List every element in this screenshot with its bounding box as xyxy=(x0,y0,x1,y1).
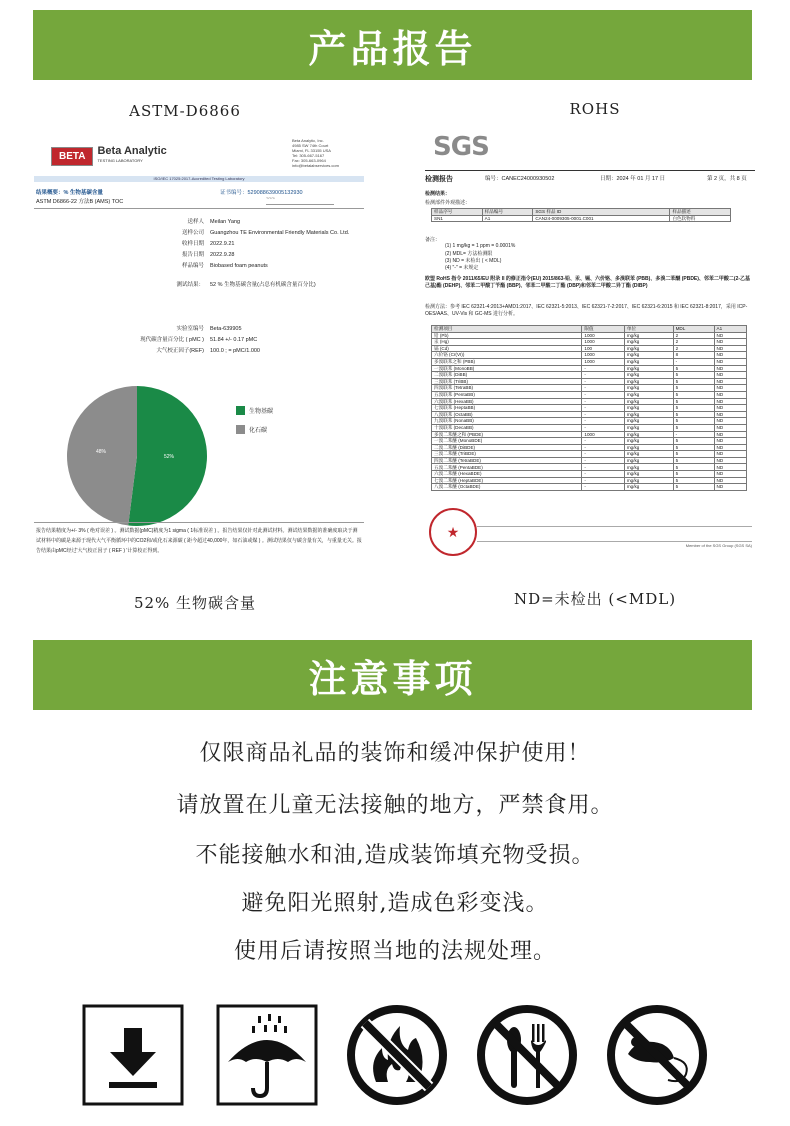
method-label: ASTM D6866-22 方法B (AMS) TOC xyxy=(36,199,124,205)
caption-astm: ASTM-D6866 xyxy=(129,102,241,120)
pie-chart xyxy=(64,383,210,531)
table-row: 四溴联苯 (TetraBB) - mg/kg 5 ND xyxy=(432,385,747,392)
section-banner-notice xyxy=(33,640,752,710)
table-row: 七溴联苯 (HeptaBB) - mg/kg 5 ND xyxy=(432,405,747,412)
sgs-stamp-icon: ★ xyxy=(429,508,477,556)
rohs-title: 欧盟 RoHS 指令 2011/65/EU 附录 II 的修正指令(EU) 2015/863-铅、汞、镉、六价铬、多溴联苯 (PBB)、多溴二苯醚 (PBDE)、邻苯二甲酸二(2-乙基己基)酯 (DEHP)、邻苯二甲酸丁苄酯 (BBP)、邻苯二甲酸二丁酯 (DBP)和邻苯二甲酸二异丁酯 (DIBP) xyxy=(425,276,751,289)
sgs-section-label: 检测结果： xyxy=(425,191,451,197)
sgs-fine-print: Member of the SGS Group (SGS SA) xyxy=(477,506,752,548)
table-row: 十溴联苯 (DecaBB) - mg/kg 5 ND xyxy=(432,424,747,431)
table-row: 六溴联苯 (HexaBB) - mg/kg 5 ND xyxy=(432,398,747,405)
beta-note: 报告结果精度为+/- 3% ( 绝对误差 ) 。测试数据(pMC)精度为1 sigma ( 1标准误差 ) 。报告结果仅针对此测试材料。测试结果数据的准确度取决于测试材料中的碳是来源于现代大气平衡循环中的CO2和/或化石来源碳 ( 距今超过40,000年，如石油或煤 ) 。测试结果仅与碳含量有关，与重量无关。报告结果由pMC经过'大气校正因子 ( REF ) '计算校正得到。 xyxy=(36,528,362,554)
beta-logo-box: BETA xyxy=(52,148,92,165)
notice-line: 请放置在儿童无法接触的地方，严禁食用。 xyxy=(176,793,614,818)
section-title: 注意事项 xyxy=(308,655,477,701)
table-row: 多溴二苯醚之和 (PBDE) 1000 mg/kg - ND xyxy=(432,431,747,438)
sgs-note: (3) ND = 未检出 ( < MDL) xyxy=(445,258,502,264)
pie-label-fossil: 48% xyxy=(96,449,107,455)
table-row: 七溴二苯醚 (HeptaBDE) - mg/kg 5 ND xyxy=(432,477,747,484)
table-row: 四溴二苯醚 (TetraBDE) - mg/kg 5 ND xyxy=(432,457,747,464)
table-row: 三溴二苯醚 (TriBDE) - mg/kg 5 ND xyxy=(432,451,747,458)
result-table: 检测项目 限值 单位 MDL A1 铅 (Pb) 1000 mg/kg 2 ND 汞 (Hg) 1000 mg/kg 2 ND 镉 (Cd) 100 mg/kg 2 ND 六价铬 (Cr(VI)) 1000 mg/kg 8 ND 多溴联苯之和 (PBB) 1000 mg/kg - ND 一溴联苯 (MonoBB) - mg/kg 5 ND 二溴联苯 (DiBB) - mg/kg 5 ND 三溴联苯 (TriBB) - mg/kg 5 ND 四溴联苯 (TetraBB) - mg/kg 5 ND 五溴联苯 (PentaBB) - mg/kg 5 ND 六溴联苯 (HexaBB) - mg/kg 5 ND 七溴联苯 (HeptaBB) - mg/kg 5 ND 八溴联苯 (OctaBB) - mg/kg 5 ND 九溴联苯 (NonaBB) - mg/kg 5 ND 十溴联苯 (DecaBB) - mg/kg 5 ND 多溴二苯醚之和 (PBDE) 1000 mg/kg - ND 一溴二苯醚 (MonoBDE) - mg/kg 5 ND 二溴二苯醚 (DiBDE) - mg/kg 5 ND 三溴二苯醚 (TriBDE) - mg/kg 5 ND 四溴二苯醚 (TetraBDE) - mg/kg 5 ND 五溴二苯醚 (PentaBDE) - mg/kg 5 ND 六溴二苯醚 (HexaBDE) - mg/kg 5 ND 七溴二苯醚 (HeptaBDE) - mg/kg 5 ND 八溴二苯醚 (OctaBDE) - mg/kg 5 ND xyxy=(431,325,747,491)
sgs-sample-desc: 检测部件外观描述： xyxy=(425,200,471,206)
signature: ~~~ xyxy=(266,196,334,205)
table-row: 三溴联苯 (TriBB) - mg/kg 5 ND xyxy=(432,378,747,385)
cert-number: 证书编号：52908863900513​2930 xyxy=(220,190,303,196)
divider xyxy=(425,170,755,171)
sgs-note: 备注： xyxy=(425,237,441,243)
notice-line: 使用后请按照当地的法规处理。 xyxy=(233,939,556,964)
table-row: 多溴联苯之和 (PBB) 1000 mg/kg - ND xyxy=(432,358,747,365)
sgs-method: 检测方法：参考 IEC 62321-4:2013+AMD1:2017、IEC 62321-5:2013、IEC 62321-7-2:2017、IEC 62321-6:2015 和 IEC 62321-8:2017，采用 ICP-OES/AAS、UV-Vis 和 GC-MS 进行分析。 xyxy=(425,304,748,317)
table-row: 镉 (Cd) 100 mg/kg 2 ND xyxy=(432,345,747,352)
table-row: 一溴联苯 (MonoBB) - mg/kg 5 ND xyxy=(432,365,747,372)
sgs-note: (1) 1 mg/kg = 1 ppm = 0.0001% xyxy=(445,243,516,249)
sgs-report-document: SGS 检测报告 编号：CANEC24000930502 日期：2024 年 01 月 17 日 第 2 页，共 8 页 检测结果： 检测部件外观描述： 样品序号 样品编号 SGS 样品 ID 样品描述 SN1 A1 CAN24-0009305-0001.C001 白色软物料 备注： (1) 1 mg/kg = 1 ppm = 0.0001% (2) MDL= 方法检测限 (3) ND = 未检出 ( < MDL) (4) "-" = 未规定 欧盟 RoHS 指令 2011/65/EU 附录 II 的修正指令(EU) 2015/863-铅、汞、镉、六价铬、多溴联苯 (PBB)、多溴二苯醚 (PBDE)、邻苯二甲酸二(2-乙基己基)酯 (DEHP)、邻苯二甲酸丁苄酯 (BBP)、邻苯二甲酸二丁酯 (DBP)和邻苯二甲酸二异丁酯 (DIBP) 检测方法：参考 IEC 62321-4:2013+AMD1:2017、IEC 62321-5:2013、IEC 62321-7-2:2017、IEC 62321-6:2015 和 IEC 62321-8:2017，采用 ICP-OES/AAS、UV-Vis 和 GC-MS 进行分析。 检测项目 限值 单位 MDL A1 铅 (Pb) 1000 mg/kg 2 ND 汞 (Hg) 1000 mg/kg 2 ND 镉 (Cd) 100 mg/kg 2 ND 六价铬 (Cr(VI)) 1000 mg/kg 8 ND 多溴联苯之和 (PBB) 1000 mg/kg - ND 一溴联苯 (MonoBB) - mg/kg 5 ND 二溴联苯 (DiBB) - mg/kg 5 ND 三溴联苯 (TriBB) - mg/kg 5 ND 四溴联苯 (TetraBB) - mg/kg 5 ND 五溴联苯 (PentaBB) - mg/kg 5 ND 六溴联苯 (HexaBB) - mg/kg 5 ND 七溴联苯 (HeptaBB) - mg/kg 5 ND 八溴联苯 (OctaBB) - mg/kg 5 ND 九溴联苯 (NonaBB) - mg/kg 5 ND 十溴联苯 (DecaBB) - mg/kg 5 ND 多溴二苯醚之和 (PBDE) 1000 mg/kg - ND 一溴二苯醚 (MonoBDE) - mg/kg 5 ND 二溴二苯醚 (DiBDE) - mg/kg 5 ND 三溴二苯醚 (TriBDE) - mg/kg 5 ND 四溴二苯醚 (TetraBDE) - mg/kg 5 ND 五溴二苯醚 (PentaBDE) - mg/kg 5 ND 六溴二苯醚 (HexaBDE) - mg/kg 5 ND 七溴二苯醚 (HeptaBDE) - mg/kg 5 ND 八溴二苯醚 (OctaBDE) - mg/kg 5 ND ★ Member of the SGS Group (SGS SA) xyxy=(425,128,755,580)
table-row: 八溴二苯醚 (OctaBDE) - mg/kg 5 ND xyxy=(432,484,747,491)
notice-line: 仅限商品礼品的装饰和缓冲保护使用！ xyxy=(199,741,591,766)
table-row: 八溴联苯 (OctaBB) - mg/kg 5 ND xyxy=(432,411,747,418)
caption-nd: ND=未检出 (<MDL) xyxy=(513,590,677,608)
table-row: 九溴联苯 (NonaBB) - mg/kg 5 ND xyxy=(432,418,747,425)
beta-logo xyxy=(52,146,167,166)
notice-line: 不能接触水和油,造成装饰填充物受损。 xyxy=(195,843,595,868)
table-row: 六价铬 (Cr(VI)) 1000 mg/kg 8 ND xyxy=(432,352,747,359)
table-row: 五溴联苯 (PentaBB) - mg/kg 5 ND xyxy=(432,391,747,398)
divider xyxy=(34,208,364,209)
legend-fossil: 化石碳 xyxy=(236,425,267,434)
iso-line: ISO/IEC 17025:2017-Accredited Testing Laboratory xyxy=(34,176,364,182)
result-summary-label: 结果概要：% 生物基碳含量 xyxy=(36,190,103,196)
no-rodent-icon xyxy=(606,1004,708,1106)
no-eating-icon xyxy=(476,1004,578,1106)
legend-bio: 生物基碳 xyxy=(236,406,273,415)
pie-slice-fossil xyxy=(67,386,137,525)
table-row: 汞 (Hg) 1000 mg/kg 2 ND xyxy=(432,339,747,346)
this-way-up-icon xyxy=(82,1004,184,1106)
table-row: 六溴二苯醚 (HexaBDE) - mg/kg 5 ND xyxy=(432,471,747,478)
pie-label-bio: 52% xyxy=(164,454,175,460)
section-title: 产品报告 xyxy=(308,25,477,71)
sgs-note: (4) "-" = 未规定 xyxy=(445,265,479,271)
beta-address: Beta Analytic, Inc. 4985 SW 74th Court Miami, FL 33155 USA Tel: 305-667-5167 Fax: 305-663-0964 info@betalabservices.com xyxy=(292,138,339,168)
caption-rohs: ROHS xyxy=(569,100,621,118)
divider xyxy=(34,522,364,523)
beta-report-document: BETA Beta Analytic TESTING LABORATORY Beta Analytic, Inc. 4985 SW 74th Court Miami, FL 33155 USA Tel: 305-667-5167 Fax: 305-663-0964 info@betalabservices.com ISO/IEC 17025:2017-Accredited Testing Laboratory 结果概要：% 生物基碳含量 ASTM D6866-22 方法B (AMS) TOC 证书编号：52908863900513​2930 ~~~ 送样人 Meilan Yang 送样公司 Guangzhou TE Environmental Friendly Materials Co. Ltd. 收样日期 2022.9.21 报告日期 2022.9.28 样品编号 Biobased foam peanuts 测试结果： 52 % 生物基碳含量(占总有机碳含量百分比) 实验室编号 Beta-639905 现代碳含量百分比 ( pMC ) 51.84 +/- 0.17 pMC 大气校正因子(REF) 100.0 ; = pMC/1.000 52% 48% 生物基碳 化石碳 报告结果精度为+/- 3% ( 绝对误差 ) 。测试数据(pMC)精度为1 sigma ( 1标准误差 ) 。报告结果仅针对此测试材料。测试结果数据的准确度取决于测试材料中的碳是来源于现代大气平衡循环中的CO2和/或化石来源碳 ( 距今超过40,000年，如石油或煤 ) 。测试结果仅与碳含量有关，与重量无关。报告结果由pMC经过'大气校正因子 ( REF ) '计算校正得到。 xyxy=(34,128,364,580)
notice-line: 避免阳光照射,造成色彩变浅。 xyxy=(241,891,549,916)
no-fire-icon xyxy=(346,1004,448,1106)
table-row: 二溴联苯 (DiBB) - mg/kg 5 ND xyxy=(432,372,747,379)
table-row: 五溴二苯醚 (PentaBDE) - mg/kg 5 ND xyxy=(432,464,747,471)
sgs-note: (2) MDL= 方法检测限 xyxy=(445,251,493,257)
table-row: 一溴二苯醚 (MonoBDE) - mg/kg 5 ND xyxy=(432,438,747,445)
beta-logo-name: Beta Analytic TESTING LABORATORY xyxy=(97,145,167,163)
table-row: 铅 (Pb) 1000 mg/kg 2 ND xyxy=(432,332,747,339)
sample-table: 样品序号 样品编号 SGS 样品 ID 样品描述 SN1 A1 CAN24-0009305-0001.C001 白色软物料 xyxy=(431,208,731,222)
keep-dry-icon xyxy=(216,1004,318,1106)
caption-bio-carbon: 52% 生物碳含量 xyxy=(133,594,257,612)
table-row: 二溴二苯醚 (DiBDE) - mg/kg 5 ND xyxy=(432,444,747,451)
section-banner-report xyxy=(33,10,752,80)
sgs-logo: SGS xyxy=(433,132,489,162)
